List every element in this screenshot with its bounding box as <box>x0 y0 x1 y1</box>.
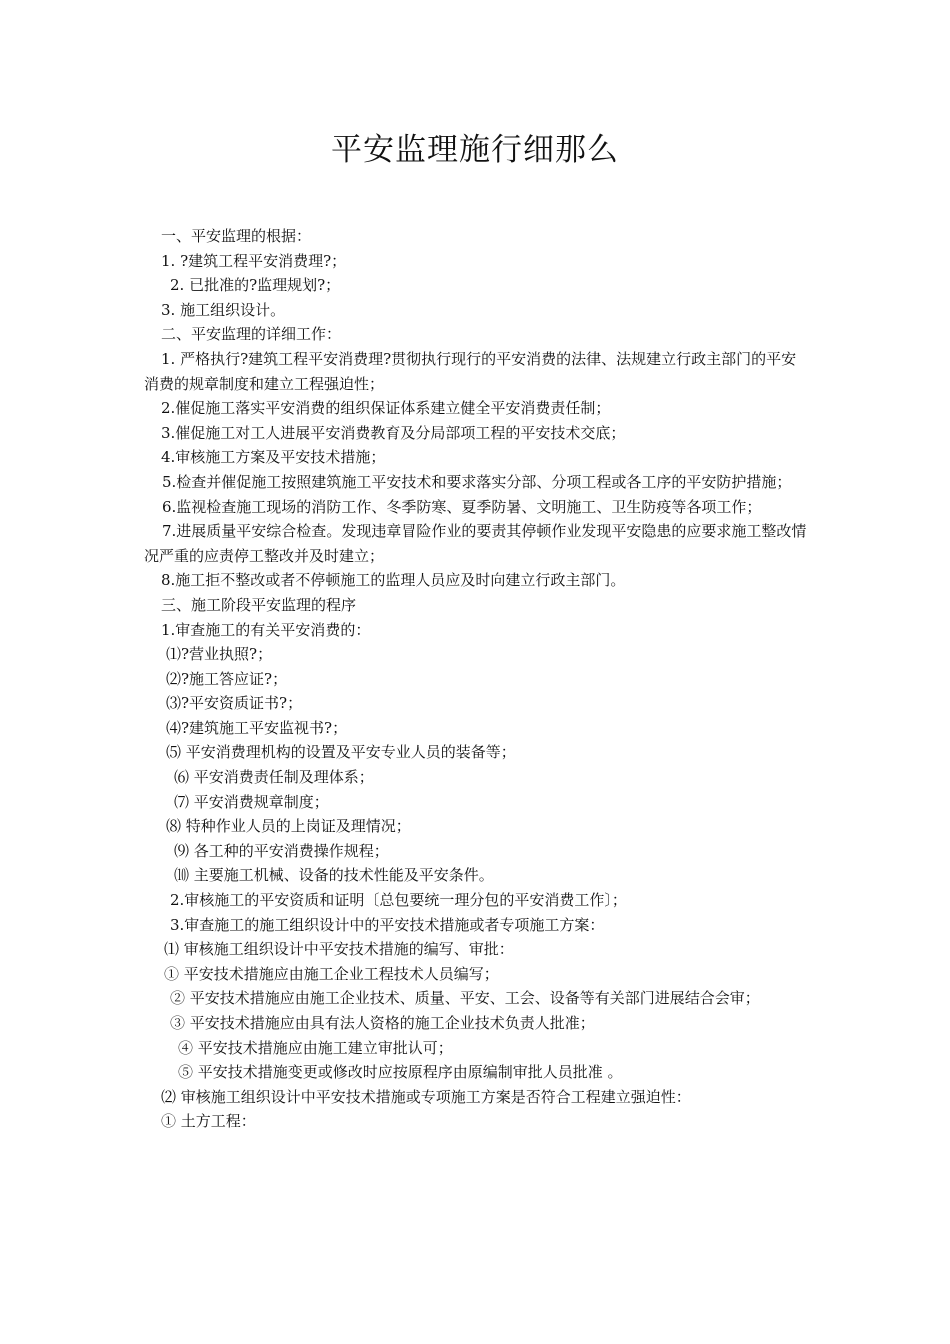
list-item: ② 平安技术措施应由施工企业技术、质量、平安、工会、设备等有关部门进展结合会审； <box>170 989 760 1008</box>
section-heading-work: 二、平安监理的详细工作： <box>161 325 342 344</box>
list-item: ⑴?营业执照?； <box>166 645 273 664</box>
list-item: ④ 平安技术措施应由施工建立审批认可； <box>178 1038 453 1057</box>
section-heading-basis: 一、平安监理的根据： <box>161 227 312 245</box>
list-item: ⑶?平安资质证书?； <box>166 694 303 713</box>
list-item: ⑴ 审核施工组织设计中平安技术措施的编写、审批： <box>164 940 514 959</box>
list-item: ⑸ 平安消费理机构的设置及平安专业人员的装备等； <box>166 743 516 762</box>
paragraph: 1.审查施工的有关平安消费的： <box>161 620 371 639</box>
paragraph: 6.监视检查施工现场的消防工作、冬季防寒、夏季防暑、文明施工、卫生防疫等各项工作； <box>162 497 762 516</box>
document-body <box>144 224 809 1134</box>
paragraph: 2.催促施工落实平安消费的组织保证体系建立健全平安消费责任制； <box>161 399 611 418</box>
paragraph: 1. 严格执行?建筑工程平安消费理?贯彻执行现行的平安消费的法律、法规建立行政主部门的平安消费的规章制度和建立工程强迫性； <box>144 349 797 393</box>
paragraph: 7.进展质量平安综合检查。发现违章冒险作业的要责其停顿作业发现平安隐患的应要求施工整改情况严重的应责停工整改并及时建立； <box>144 522 807 565</box>
list-item: ⑽ 主要施工机械、设备的技术性能及平安条件。 <box>174 866 494 885</box>
list-item: ⑻ 特种作业人员的上岗证及理情况； <box>166 817 411 836</box>
list-item: ① 土方工程： <box>161 1112 256 1131</box>
paragraph: 2. 已批准的?监理规划?； <box>170 276 341 295</box>
list-item: ⑵?施工答应证?； <box>166 669 288 688</box>
paragraph: 3.审查施工的施工组织设计中的平安技术措施或者专项施工方案： <box>170 915 605 934</box>
paragraph: 1. ?建筑工程平安消费理?； <box>161 251 347 270</box>
section-heading-procedure: 三、施工阶段平安监理的程序 <box>161 595 357 614</box>
list-item: ⑷?建筑施工平安监视书?； <box>166 718 348 737</box>
list-item: ⑺ 平安消费规章制度； <box>174 792 329 811</box>
paragraph: 2.审核施工的平安资质和证明〔总包要统一理分包的平安消费工作〕； <box>170 891 627 910</box>
list-item: ⑤ 平安技术措施变更或修改时应按原程序由原编制审批人员批准 。 <box>178 1063 623 1082</box>
list-item: ⑹ 平安消费责任制及理体系； <box>174 768 374 787</box>
list-item: ③ 平安技术措施应由具有法人资格的施工企业技术负责人批准； <box>170 1014 595 1032</box>
paragraph: 4.审核施工方案及平安技术措施； <box>161 448 386 467</box>
paragraph: 3. 施工组织设计。 <box>161 300 286 319</box>
list-item: ⑼ 各工种的平安消费操作规程； <box>174 841 389 860</box>
paragraph: 5.检查并催促施工按照建筑施工平安技术和要求落实分部、分项工程或各工序的平安防护措施； <box>162 472 792 491</box>
list-item: ① 平安技术措施应由施工企业工程技术人员编写； <box>164 964 499 983</box>
paragraph: 3.催促施工对工人进展平安消费教育及分局部项工程的平安技术交底； <box>161 423 626 442</box>
paragraph: 8.施工拒不整改或者不停顿施工的监理人员应及时向建立行政主部门。 <box>161 571 626 590</box>
list-item: ⑵ 审核施工组织设计中平安技术措施或专项施工方案是否符合工程建立强迫性： <box>161 1087 691 1106</box>
document-title: 平安监理施行细那么 <box>331 132 619 168</box>
